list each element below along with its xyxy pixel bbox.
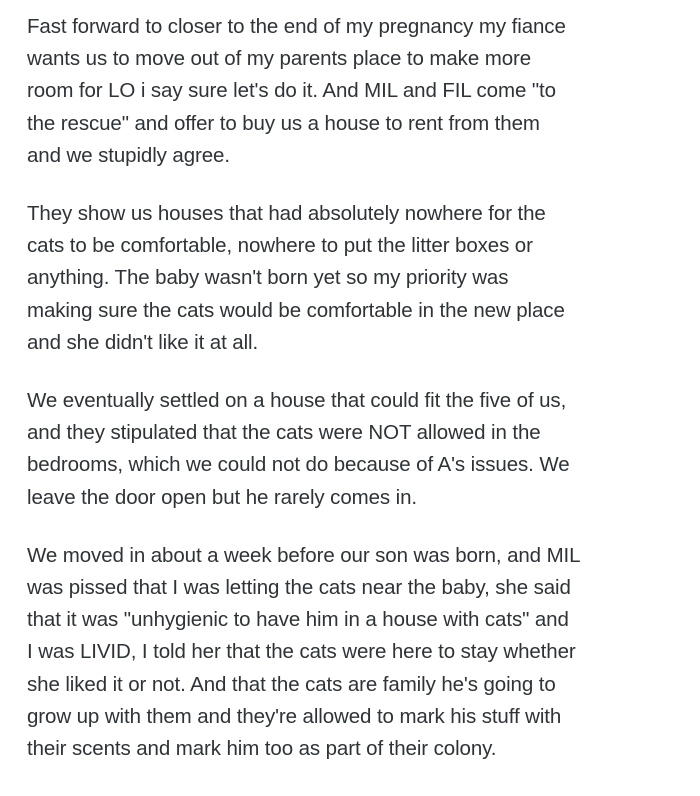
line: making sure the cats would be comfortable in the new place: [27, 298, 565, 322]
line: and she didn't like it at all.: [27, 330, 259, 354]
line: that it was "unhygienic to have him in a house with cats" and: [27, 608, 569, 632]
line: We eventually settled on a house that could fit the five of us,: [27, 389, 567, 413]
line: wants us to move out of my parents place to make more: [27, 47, 532, 71]
line: grow up with them and they're allowed to mark his stuff with: [27, 704, 562, 728]
line: she liked it or not. And that the cats are family he's going to: [27, 672, 556, 696]
line: the rescue" and offer to buy us a house to rent from them: [27, 111, 540, 135]
line: Fast forward to closer to the end of my pregnancy my fiance: [27, 15, 566, 38]
line: They show us houses that had absolutely nowhere for the: [27, 202, 546, 226]
paragraph-4: [27, 540, 677, 765]
line: anything. The baby wasn't born yet so my priority was: [27, 266, 509, 290]
line: bedrooms, which we could not do because of A's issues. We: [27, 453, 570, 477]
line: cats to be comfortable, nowhere to put the litter boxes or: [27, 234, 533, 258]
line: room for LO i say sure let's do it. And MIL and FIL come "to: [27, 79, 556, 103]
paragraph-2: [27, 198, 677, 359]
line: and they stipulated that the cats were NOT allowed in the: [27, 421, 541, 445]
line: was pissed that I was letting the cats near the baby, she said: [27, 576, 571, 600]
post-body: [27, 11, 677, 765]
paragraph-1: [27, 11, 677, 172]
paragraph-3: [27, 385, 677, 514]
line: We moved in about a week before our son was born, and MIL: [27, 543, 581, 567]
line: and we stupidly agree.: [27, 143, 230, 167]
line: leave the door open but he rarely comes in.: [27, 485, 417, 509]
line: I was LIVID, I told her that the cats were here to stay whether: [27, 640, 576, 664]
line: their scents and mark him too as part of their colony.: [27, 737, 497, 761]
